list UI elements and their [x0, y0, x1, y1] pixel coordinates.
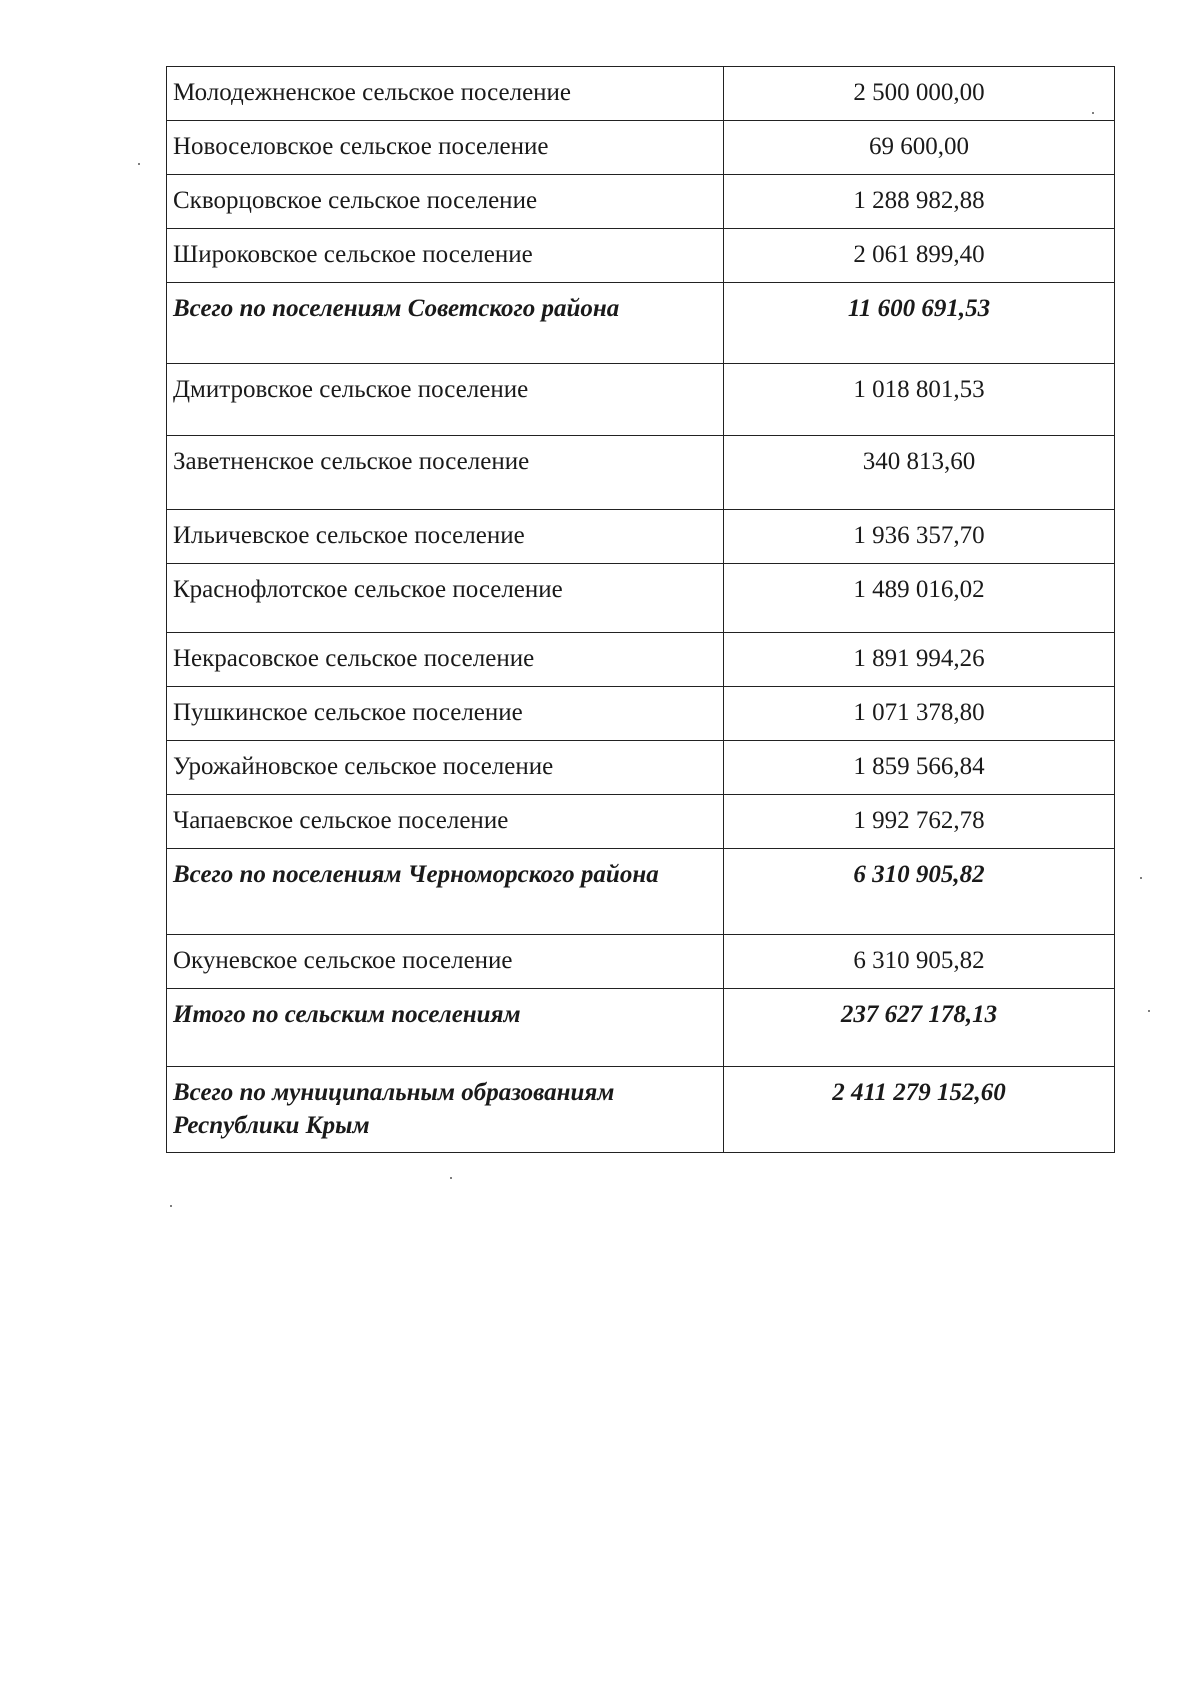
table-row [167, 510, 1115, 564]
table-row [167, 364, 1115, 436]
table-row [167, 67, 1115, 121]
table-row [167, 741, 1115, 795]
settlement-amount: 1 071 378,80 [724, 687, 1115, 741]
settlement-name: Новоселовское сельское поселение [167, 121, 724, 175]
settlement-name: Окуневское сельское поселение [167, 935, 724, 989]
rural-total-row [167, 989, 1115, 1067]
table-row [167, 564, 1115, 633]
scan-speck [138, 163, 140, 165]
settlement-name: Чапаевское сельское поселение [167, 795, 724, 849]
rural-total-amount: 237 627 178,13 [724, 989, 1115, 1067]
settlements-funding-table [166, 66, 1115, 1153]
subtotal-label: Всего по поселениям Советского района [167, 283, 724, 364]
settlement-amount: 69 600,00 [724, 121, 1115, 175]
settlement-name: Широковское сельское поселение [167, 229, 724, 283]
scan-speck [1148, 1010, 1150, 1012]
subtotal-row [167, 849, 1115, 935]
table-row [167, 436, 1115, 510]
scan-speck [450, 1177, 452, 1179]
grand-total-amount: 2 411 279 152,60 [724, 1067, 1115, 1153]
grand-total-row [167, 1067, 1115, 1153]
subtotal-amount: 6 310 905,82 [724, 849, 1115, 935]
settlement-name: Скворцовское сельское поселение [167, 175, 724, 229]
scan-speck [170, 1205, 172, 1207]
settlement-name: Дмитровское сельское поселение [167, 364, 724, 436]
settlement-amount: 340 813,60 [724, 436, 1115, 510]
subtotal-row [167, 283, 1115, 364]
settlement-name: Ильичевское сельское поселение [167, 510, 724, 564]
grand-total-label: Всего по муниципальным образованиям Республики Крым [167, 1067, 724, 1153]
settlement-amount: 1 288 982,88 [724, 175, 1115, 229]
settlement-amount: 1 489 016,02 [724, 564, 1115, 633]
settlement-amount: 2 061 899,40 [724, 229, 1115, 283]
subtotal-amount: 11 600 691,53 [724, 283, 1115, 364]
settlement-amount: 6 310 905,82 [724, 935, 1115, 989]
settlement-name: Заветненское сельское поселение [167, 436, 724, 510]
table-row [167, 229, 1115, 283]
table-row [167, 795, 1115, 849]
scan-speck [1092, 112, 1094, 114]
settlement-name: Краснофлотское сельское поселение [167, 564, 724, 633]
rural-total-label: Итого по сельским поселениям [167, 989, 724, 1067]
settlement-amount: 1 936 357,70 [724, 510, 1115, 564]
settlement-name: Некрасовское сельское поселение [167, 633, 724, 687]
settlement-amount: 1 859 566,84 [724, 741, 1115, 795]
settlement-amount: 2 500 000,00 [724, 67, 1115, 121]
subtotal-label: Всего по поселениям Черноморского района [167, 849, 724, 935]
settlement-amount: 1 018 801,53 [724, 364, 1115, 436]
table-row [167, 633, 1115, 687]
settlement-amount: 1 992 762,78 [724, 795, 1115, 849]
settlement-name: Пушкинское сельское поселение [167, 687, 724, 741]
table-row [167, 175, 1115, 229]
settlement-amount: 1 891 994,26 [724, 633, 1115, 687]
table-row [167, 935, 1115, 989]
table-row [167, 121, 1115, 175]
table-row [167, 687, 1115, 741]
settlement-name: Молодежненское сельское поселение [167, 67, 724, 121]
settlement-name: Урожайновское сельское поселение [167, 741, 724, 795]
scan-speck [1140, 877, 1142, 879]
